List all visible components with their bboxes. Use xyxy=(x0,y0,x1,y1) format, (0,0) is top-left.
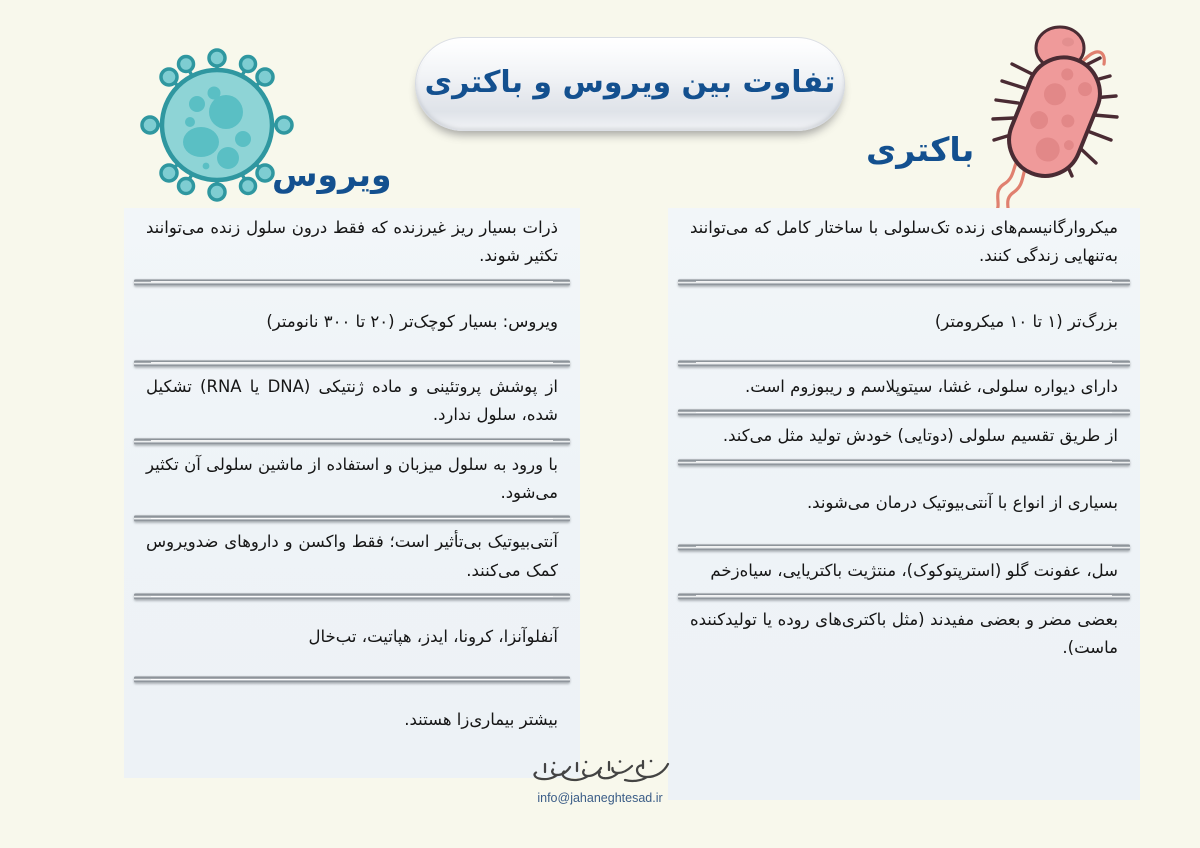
row-divider xyxy=(134,676,570,683)
virus-row-3: با ورود به سلول میزبان و استفاده از ماشین سلولی آن تکثیر می‌شود. xyxy=(146,454,558,502)
column-heading-virus: ویروس xyxy=(272,155,392,194)
list-item xyxy=(680,367,1128,409)
list-item xyxy=(136,445,568,516)
bacteria-row-5: سل، عفونت گلو (استرپتوکوک)، منتژیت باکتریایی، سیاه‌زخم xyxy=(710,560,1118,580)
row-divider xyxy=(678,544,1130,551)
bacteria-row-4: بسیاری از انواع با آنتی‌بیوتیک درمان می‌شوند. xyxy=(806,493,1118,513)
list-item xyxy=(136,367,568,438)
row-divider xyxy=(678,360,1130,367)
list-item xyxy=(680,466,1128,544)
row-divider xyxy=(678,593,1130,600)
list-item xyxy=(136,600,568,676)
list-item xyxy=(680,600,1128,671)
list-item xyxy=(136,522,568,593)
row-divider xyxy=(134,515,570,522)
list-item xyxy=(136,683,568,759)
contact-email: info@jahaneghtesad.ir xyxy=(537,791,663,805)
bacteria-panel xyxy=(668,208,1140,800)
row-divider xyxy=(134,593,570,600)
row-divider xyxy=(678,409,1130,416)
virus-row-1: ویروس: بسیار کوچک‌تر (۲۰ تا ۳۰۰ نانومتر) xyxy=(266,311,558,331)
virus-row-2: از پوشش پروتئینی و ماده ژنتیکی (DNA یا RNA) تشکیل شده، سلول ندارد. xyxy=(146,376,558,425)
bacteria-row-6: بعضی مضر و بعضی مفیدند (مثل باکتری‌های روده یا تولیدکننده ماست). xyxy=(690,609,1118,658)
page-title xyxy=(415,37,845,131)
list-item xyxy=(680,551,1128,593)
bacteria-row-1: بزرگ‌تر (۱ تا ۱۰ میکرومتر) xyxy=(934,311,1118,331)
virus-panel xyxy=(124,208,580,778)
virus-row-6: بیشتر بیماری‌زا هستند. xyxy=(404,709,558,729)
title-pill xyxy=(415,37,845,131)
row-divider xyxy=(134,438,570,445)
title-text: تفاوت بین ویروس و باکتری xyxy=(424,64,836,100)
list-item xyxy=(136,208,568,279)
virus-row-0: ذرات بسیار ریز غیرزنده که فقط درون سلول زنده می‌توانند تکثیر شوند. xyxy=(146,218,558,266)
row-divider xyxy=(678,279,1130,286)
list-item xyxy=(680,416,1128,458)
list-item xyxy=(136,286,568,360)
virus-row-4: آنتی‌بیوتیک بی‌تأثیر است؛ فقط واکسن و داروهای ضدویروس کمک می‌کنند. xyxy=(146,532,558,580)
column-heading-bacteria: باکتری xyxy=(866,130,975,169)
bacteria-row-2: دارای دیواره سلولی، غشا، سیتوپلاسم و ریبوزوم است. xyxy=(745,376,1118,396)
bacteria-icon xyxy=(988,18,1140,218)
bacteria-row-0: میکروارگانیسم‌های زنده تک‌سلولی با ساختار کامل که می‌توانند به‌تنهایی زندگی کنند. xyxy=(690,218,1118,266)
row-divider xyxy=(134,360,570,367)
list-item xyxy=(680,286,1128,360)
virus-row-5: آنفلوآنزا، کرونا، ایدز، هپاتیت، تب‌خال xyxy=(308,626,558,646)
bacteria-row-3: از طریق تقسیم سلولی (دوتایی) خودش تولید مثل می‌کند. xyxy=(722,426,1118,446)
list-item xyxy=(680,208,1128,279)
row-divider xyxy=(678,459,1130,466)
row-divider xyxy=(134,279,570,286)
